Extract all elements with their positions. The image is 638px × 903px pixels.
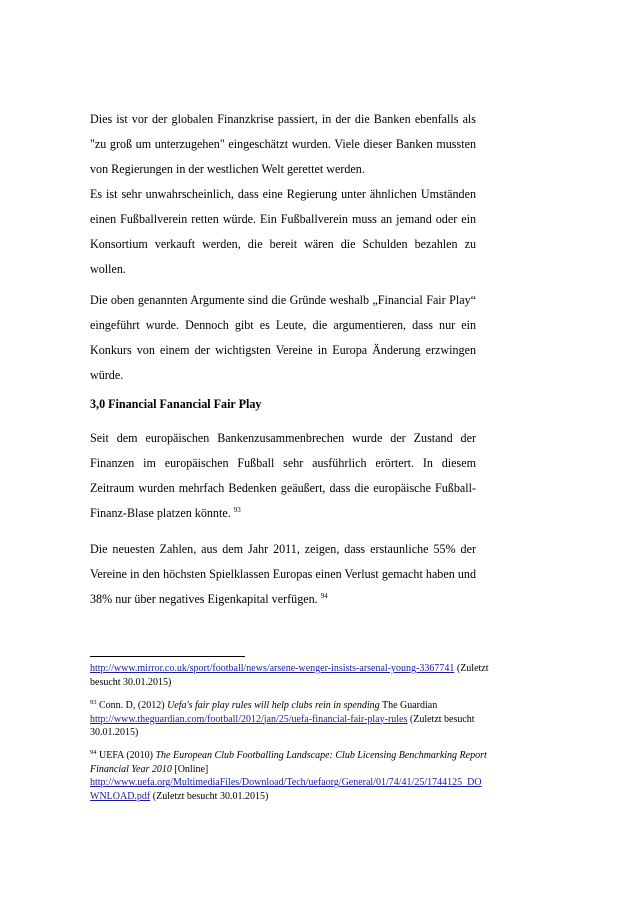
footnote-94-visited: (Zuletzt besucht 30.01.2015)	[150, 790, 269, 802]
paragraph-3	[90, 288, 476, 388]
paragraph-4-text: Seit dem europäischen Bankenzusammenbrechen wurde der Zustand der Finanzen im europäischen Fußball sehr ausführlich erörtert. In diesem Zeitraum wurden mehrfach Bedenken geäußert, dass die europäische Fußball-Finanz-Blase platzen könnte.	[90, 431, 476, 520]
footnote-94	[90, 749, 490, 803]
paragraph-5	[90, 537, 476, 612]
footnote-94-online: [Online]	[171, 763, 209, 775]
footnote-ref-93[interactable]: 93	[233, 506, 241, 514]
paragraph-2-text: Es ist sehr unwahrscheinlich, dass eine Regierung unter ähnlichen Umständen einen Fußballverein retten würde. Ein Fußballverein muss an jemand oder ein Konsortium verkauft werden, die bereit wären die Schulden bezahlen zu wollen.	[90, 187, 476, 276]
footnote-92	[90, 662, 490, 689]
paragraph-5-text: Die neuesten Zahlen, aus dem Jahr 2011, zeigen, dass erstaunliche 55% der Vereine in den höchsten Spielklassen Europas einen Verlust gemacht haben und 38% nur über negatives Eigenkapital verfügen.	[90, 542, 476, 606]
footnote-ref-94[interactable]: 94	[320, 592, 328, 600]
footnote-94-number: 94	[90, 749, 97, 756]
paragraph-4	[90, 426, 476, 526]
footnote-93	[90, 699, 490, 740]
paragraph-1-text: Dies ist vor der globalen Finanzkrise passiert, in der die Banken ebenfalls als "zu groß um unterzugehen" eingeschätzt wurden. Viele dieser Banken mussten von Regierungen in der westlichen Welt gerettet werden.	[90, 112, 476, 176]
footnote-93-author: Conn. D, (2012)	[96, 700, 168, 711]
footnote-93-title: Uefa's fair play rules will help clubs rein in spending	[167, 700, 380, 711]
footnote-93-link[interactable]: http://www.theguardian.com/football/2012/jan/25/uefa-financial-fair-play-rules	[90, 713, 408, 725]
paragraph-1	[90, 107, 476, 182]
paragraph-3-text: Die oben genannten Argumente sind die Gründe weshalb „Financial Fair Play“ eingeführt wurde. Dennoch gibt es Leute, die argumentieren, dass nur ein Konkurs von einem der wichtigsten Vereine in Europa Änderung erzwingen würde.	[90, 293, 476, 382]
footnote-94-author: UEFA (2010)	[96, 750, 156, 761]
footnote-92-link[interactable]: http://www.mirror.co.uk/sport/football/news/arsene-wenger-insists-arsenal-young-3367741	[90, 663, 455, 674]
paragraph-2	[90, 182, 476, 282]
footnote-94-link[interactable]: http://www.uefa.org/MultimediaFiles/Download/Tech/uefaorg/General/01/74/41/25/1744125_DOWNLOAD.pdf	[90, 777, 482, 802]
footnote-separator	[90, 656, 245, 657]
footnote-92-visited: (Zuletzt besucht 30.01.2015)	[90, 663, 489, 688]
section-heading: 3,0 Financial Fanancial Fair Play	[90, 397, 262, 411]
footnote-93-number: 93	[90, 699, 97, 706]
footnote-93-visited: (Zuletzt besucht 30.01.2015)	[90, 713, 475, 738]
footnote-93-publisher: The Guardian	[379, 700, 438, 711]
footnote-94-title: The European Club Footballing Landscape: Club Licensing Benchmarking Report Financial Year 2010	[90, 750, 487, 775]
